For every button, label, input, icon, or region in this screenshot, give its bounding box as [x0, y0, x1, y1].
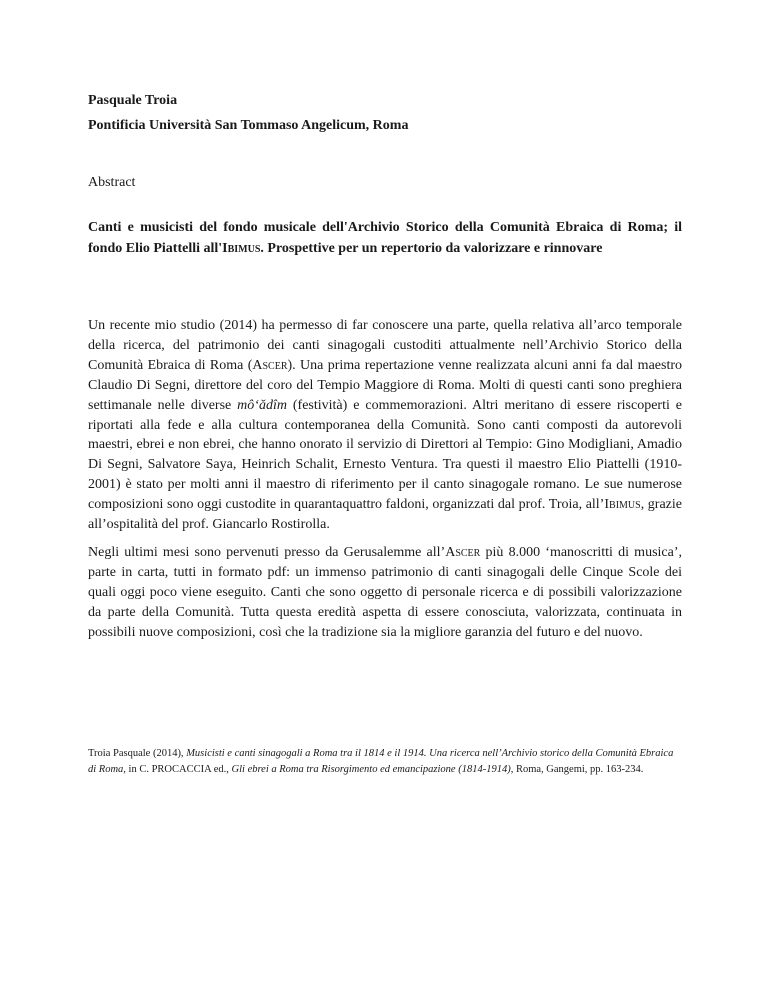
- p2-text-a: Negli ultimi mesi sono pervenuti presso da Gerusalemme all’: [88, 545, 446, 560]
- p1-text-b: ). Una prima repertazione venne realizzata alcuni anni fa dal maestro Claudio Di Segni, direttore del coro del Tempio Maggiore di Roma. Molti di questi canti sono preghiera settimanale nelle diverse: [88, 357, 682, 413]
- p1-text-d: , grazie all’ospitalità del prof. Giancarlo Rostirolla.: [88, 497, 682, 533]
- reference-footnote: [88, 746, 682, 778]
- p1-ascer: Ascer: [252, 357, 288, 373]
- p2-ascer: Ascer: [445, 545, 481, 560]
- title-ibimus: Ibimus: [222, 241, 261, 256]
- p1-italic-term: mô‘ădîm: [237, 397, 287, 413]
- author-affiliation: Pontificia Università San Tommaso Angelicum, Roma: [88, 118, 409, 133]
- fn-italic-1: Musicisti e canti sinagogali a Roma tra il 1814 e il 1914. Una ricerca nell’Archivio storico della Comunità Ebraica di Roma: [88, 748, 674, 775]
- p2-text-b: più 8.000 ‘manoscritti di musica’, parte in carta, tutti in formato pdf: un immenso patrimonio di canti sinagogali delle Cinque Scole dei quali oggi poco viene eseguito. Canti che sono oggetto di personale ricerca e di possibili valorizzazione da parte della Comunità. Tutta questa eredità aspetta di essere conosciuta, valorizzata, continuata in possibili nuove composizioni, così che la tradizione sia la migliore garanzia del futuro e del nuovo.: [88, 545, 683, 640]
- title-text-2: . Prospettive per un repertorio da valorizzare e rinnovare: [260, 241, 603, 256]
- abstract-paragraph-2: [88, 543, 682, 643]
- p1-text-a: Un recente mio studio (2014) ha permesso di far conoscere una parte, quella relativa all’arco temporale della ricerca, del patrimonio dei canti sinagogali custoditi attualmente nell’Archivio Storico della Comunità Ebraica di Roma (: [88, 318, 682, 373]
- title-text-1: Canti e musicisti del fondo musicale dell'Archivio Storico della Comunità Ebraica di Roma; il fondo Elio Piattelli all': [88, 220, 682, 256]
- abstract-label: Abstract: [88, 175, 136, 190]
- fn-text-c: , Roma, Gangemi, pp. 163-234.: [510, 764, 644, 775]
- fn-text-a: Troia Pasquale (2014),: [88, 748, 187, 759]
- fn-italic-2: Gli ebrei a Roma tra Risorgimento ed emancipazione (1814-1914): [231, 764, 511, 775]
- fn-text-b: , in C. PROCACCIA ed.,: [123, 764, 232, 775]
- p1-ibimus: Ibimus: [604, 497, 641, 513]
- abstract-title: [88, 217, 682, 259]
- p1-text-c: (festività) e commemorazioni. Altri meritano di essere riscoperti e riportati alla fede e alla cultura contemporanea della Comunità. Sono canti composti da autorevoli maestri, ebrei e non ebrei, che hanno onorato il servizio di Direttori al Tempio: Gino Modigliani, Amadio Di Segni, Salvatore Saya, Heinrich Schalit, Ernesto Ventura. Tra questi il maestro Elio Piattelli (1910-2001) è stato per molti anni il maestro di riferimento per il canto sinagogale romano. Le sue numerose composizioni sono oggi custodite in quarantaquattro faldoni, organizzati dal prof. Troia, all’: [88, 397, 682, 513]
- author-name: Pasquale Troia: [88, 93, 178, 108]
- abstract-paragraph-1: [88, 316, 682, 535]
